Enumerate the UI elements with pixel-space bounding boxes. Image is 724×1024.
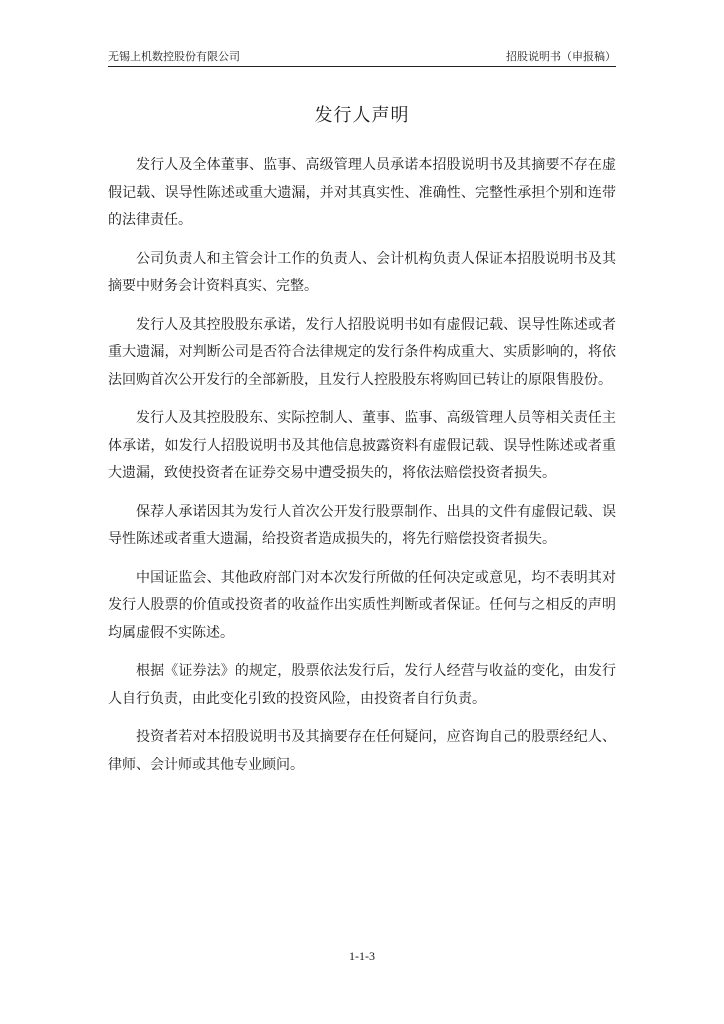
paragraph-6: 中国证监会、其他政府部门对本次发行所做的任何决定或意见，均不表明其对发行人股票的价值或投资者的收益作出实质性判断或者保证。任何与之相反的声明均属虚假不实陈述。 (108, 569, 616, 641)
paragraph-1: 发行人及全体董事、监事、高级管理人员承诺本招股说明书及其摘要不存在虚假记载、误导性陈述或重大遗漏，并对其真实性、准确性、完整性承担个别和连带的法律责任。 (108, 157, 616, 228)
page-number: 1-1-3 (349, 949, 375, 963)
paragraph-5: 保荐人承诺因其为发行人首次公开发行股票制作、出具的文件有虚假记载、误导性陈述或者重大遗漏，给投资者造成损失的，将先行赔偿投资者损失。 (108, 503, 616, 547)
paragraph-2: 公司负责人和主管会计工作的负责人、会计机构负责人保证本招股说明书及其摘要中财务会计资料真实、完整。 (108, 250, 616, 294)
page-header (108, 50, 616, 67)
header-document-type: 招股说明书（申报稿） (506, 50, 616, 63)
paragraph-7: 根据《证券法》的规定，股票依法发行后，发行人经营与收益的变化，由发行人自行负责，由此变化引致的投资风险，由投资者自行负责。 (108, 663, 616, 707)
paragraph-8: 投资者若对本招股说明书及其摘要存在任何疑问，应咨询自己的股票经纪人、律师、会计师或其他专业顾问。 (108, 729, 616, 773)
paragraph-3: 发行人及其控股股东承诺，发行人招股说明书如有虚假记载、误导性陈述或者重大遗漏，对判断公司是否符合法律规定的发行条件构成重大、实质影响的，将依法回购首次公开发行的全部新股，且发行人控股股东将购回已转让的原限售股份。 (108, 316, 616, 388)
declaration-body (108, 152, 616, 790)
paragraph-4: 发行人及其控股股东、实际控制人、董事、监事、高级管理人员等相关责任主体承诺，如发行人招股说明书及其他信息披露资料有虚假记载、误导性陈述或者重大遗漏，致使投资者在证券交易中遭受损失的，将依法赔偿投资者损失。 (108, 410, 616, 481)
header-company-name: 无锡上机数控股份有限公司 (108, 50, 240, 63)
page-title: 发行人声明 (314, 105, 410, 126)
